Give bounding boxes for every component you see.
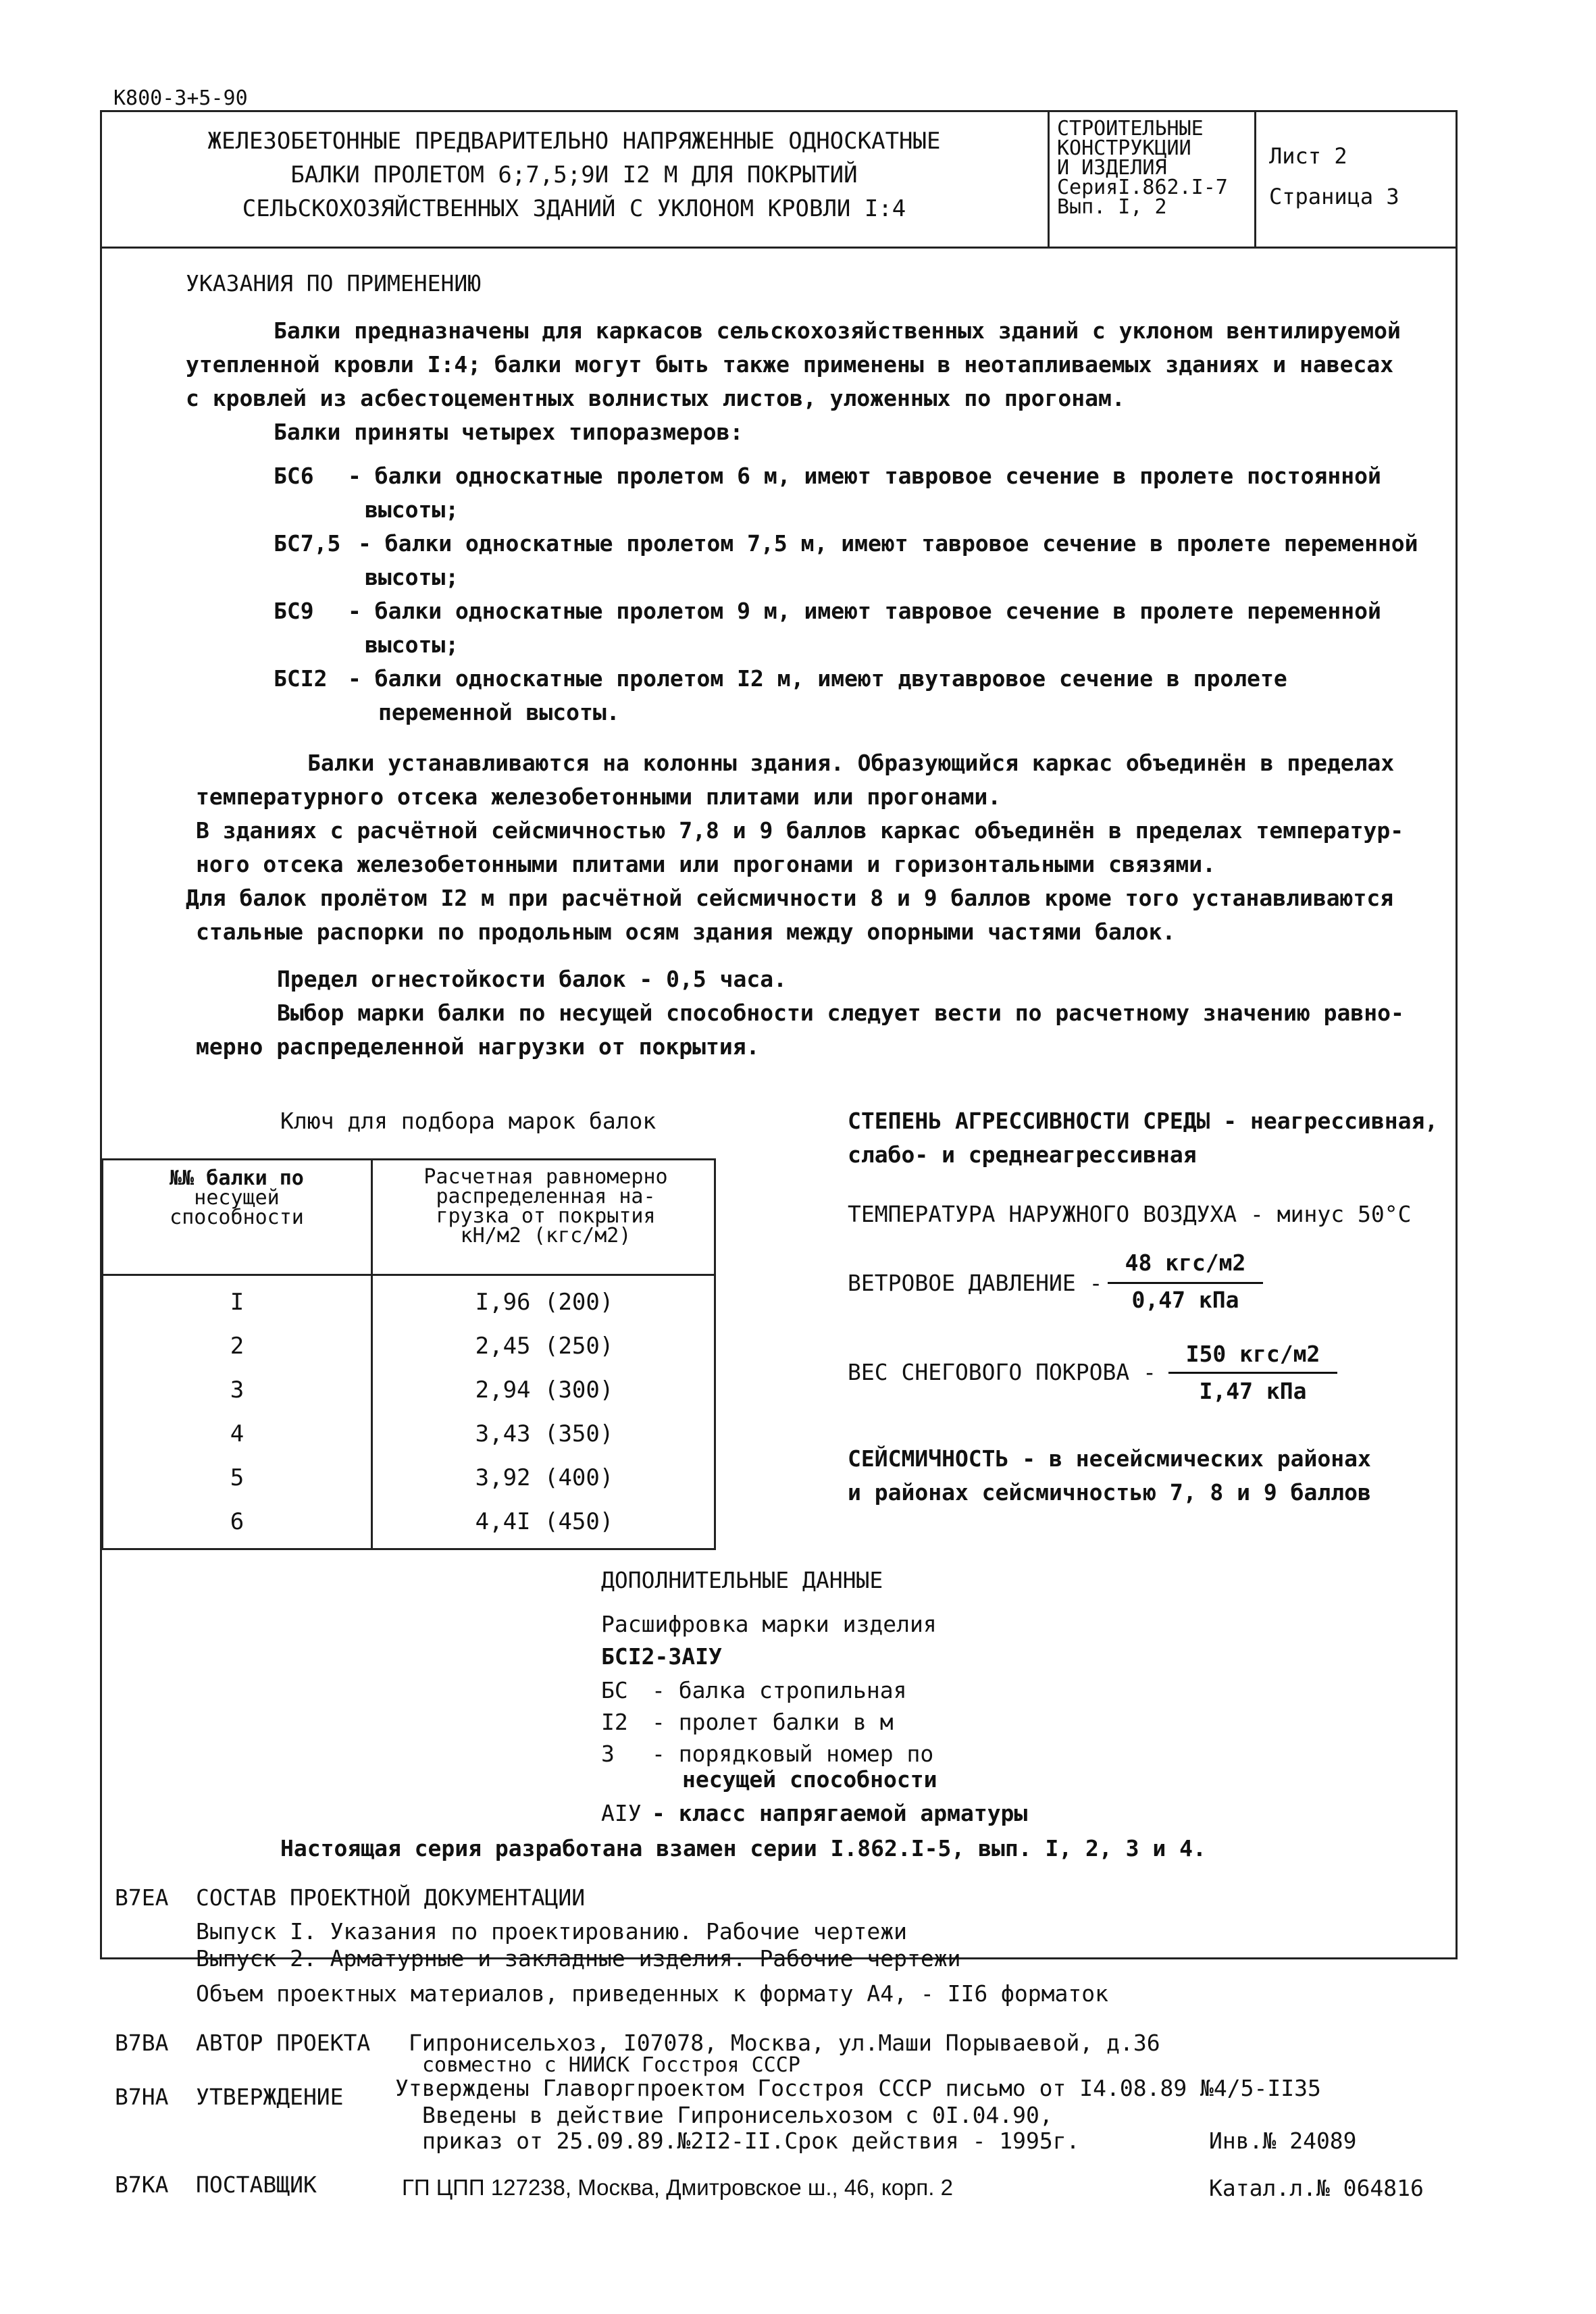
author-line: совместно с НИИСК Госстроя СССР bbox=[422, 2053, 800, 2077]
catalog-number: Катал.л.№ 064816 bbox=[1209, 2175, 1424, 2201]
paragraph-line: Балки предназначены для каркасов сельскохозяйственных зданий с уклоном вентилируемой bbox=[274, 317, 1401, 344]
paragraph-line: Балки приняты четырех типоразмеров: bbox=[274, 419, 744, 445]
document-title bbox=[102, 124, 1046, 226]
outdoor-temperature: ТЕМПЕРАТУРА НАРУЖНОГО ВОЗДУХА - минус 50°С bbox=[848, 1201, 1412, 1227]
snow-load-value: I50 кгс/м2 bbox=[1185, 1341, 1320, 1367]
table-cell: 4 bbox=[230, 1420, 244, 1447]
aggressiveness-line: слабо- и среднеагрессивная bbox=[848, 1141, 1197, 1168]
footer-code: В7НА bbox=[115, 2084, 169, 2110]
paragraph-line: мерно распределенной нагрузки от покрытия. bbox=[196, 1033, 760, 1060]
table-cell: 3,92 (400) bbox=[475, 1464, 614, 1491]
wind-pressure-value: 48 кгс/м2 bbox=[1125, 1250, 1246, 1276]
beam-type-code: БС9 bbox=[274, 598, 314, 624]
snow-load-value-kpa: I,47 кПа bbox=[1199, 1378, 1307, 1404]
sheet-number: Лист 2 bbox=[1269, 143, 1347, 169]
beam-type-desc: высоты; bbox=[365, 632, 459, 658]
table-row bbox=[103, 1289, 714, 1333]
table-cell: 2 bbox=[230, 1333, 244, 1360]
wind-pressure-label: ВЕТРОВОЕ ДАВЛЕНИЕ - bbox=[848, 1270, 1103, 1296]
title-divider bbox=[1254, 112, 1256, 247]
series-block bbox=[1057, 119, 1253, 217]
paragraph-line: стальные распорки по продольным осям здания между опорными частями балок. bbox=[196, 919, 1176, 945]
table-row bbox=[103, 1508, 714, 1553]
category-line: КОНСТРУКЦИИ bbox=[1057, 136, 1191, 160]
table-caption: Ключ для подбора марок балок bbox=[280, 1108, 657, 1134]
mark-part-code: АIУ bbox=[601, 1800, 642, 1826]
key-table bbox=[101, 1158, 716, 1550]
beam-type-desc: - балки односкатные пролетом 7,5 м, имеют тавровое сечение в пролете переменной bbox=[358, 530, 1418, 557]
beam-type-desc: высоты; bbox=[365, 564, 459, 590]
aggressiveness-line: СТЕПЕНЬ АГРЕССИВНОСТИ СРЕДЫ - неагрессивная, bbox=[848, 1108, 1439, 1134]
table-cell: I bbox=[230, 1289, 244, 1316]
mark-part-code: 3 bbox=[601, 1741, 615, 1767]
title-divider bbox=[1048, 112, 1050, 247]
header-line: распределенная на- bbox=[436, 1185, 656, 1208]
footer-label: ПОСТАВЩИК bbox=[196, 2171, 317, 2198]
mark-part-desc: - пролет балки в м bbox=[652, 1709, 894, 1735]
supplier-line: ГП ЦПП 127238, Москва, Дмитровское ш., 46, корп. 2 bbox=[402, 2175, 953, 2200]
paragraph-line: утепленной кровли I:4; балки могут быть также применены в неотапливаемых зданиях и навесах bbox=[186, 351, 1394, 378]
beam-type-desc: высоты; bbox=[365, 496, 459, 523]
volume-line: Объем проектных материалов, приведенных к формату А4, - II6 форматок bbox=[196, 1980, 1109, 2007]
footer-label: УТВЕРЖДЕНИЕ bbox=[196, 2084, 344, 2110]
title-line: СЕЛЬСКОХОЗЯЙСТВЕННЫХ ЗДАНИЙ С УКЛОНОМ КРОВЛИ I:4 bbox=[242, 195, 906, 222]
beam-type-desc: - балки односкатные пролетом 9 м, имеют тавровое сечение в пролете переменной bbox=[348, 598, 1381, 624]
footer-code: В7ВА bbox=[115, 2030, 169, 2056]
table-cell: 6 bbox=[230, 1508, 244, 1535]
series-number: СерияI.862.I-7 bbox=[1057, 176, 1228, 199]
paragraph-line: Для балок пролётом I2 м при расчётной сейсмичности 8 и 9 баллов кроме того устанавливаются bbox=[186, 885, 1394, 911]
title-block bbox=[100, 110, 1458, 249]
approval-line: приказ от 25.09.89.№2I2-II.Срок действия - 1995г. bbox=[422, 2128, 1080, 2154]
table-cell: 4,4I (450) bbox=[475, 1508, 614, 1535]
fraction-bar bbox=[1108, 1282, 1263, 1284]
header-line: грузка от покрытия bbox=[436, 1204, 656, 1228]
header-line: способности bbox=[170, 1206, 304, 1229]
wind-pressure-value-kpa: 0,47 кПа bbox=[1131, 1287, 1239, 1313]
mark-part-code: I2 bbox=[601, 1709, 628, 1735]
page-number: Страница 3 bbox=[1269, 184, 1399, 209]
section-heading: УКАЗАНИЯ ПО ПРИМЕНЕНИЮ bbox=[186, 270, 482, 297]
paragraph-line: Предел огнестойкости балок - 0,5 часа. bbox=[277, 966, 787, 992]
seismicity-line: и районах сейсмичностью 7, 8 и 9 баллов bbox=[848, 1479, 1371, 1506]
beam-type-code: БС6 bbox=[274, 463, 314, 489]
mark-part-desc: - класс напрягаемой арматуры bbox=[652, 1800, 1028, 1826]
table-row bbox=[103, 1333, 714, 1377]
table-divider bbox=[103, 1274, 714, 1276]
table-cell: 2,45 (250) bbox=[475, 1333, 614, 1360]
category-line: И ИЗДЕЛИЯ bbox=[1057, 156, 1167, 180]
table-cell: 2,94 (300) bbox=[475, 1377, 614, 1404]
frame-border bbox=[100, 247, 102, 1959]
beam-type-code: БС7,5 bbox=[274, 530, 341, 557]
header-line: Расчетная равномерно bbox=[423, 1165, 668, 1189]
additional-heading: ДОПОЛНИТЕЛЬНЫЕ ДАННЫЕ bbox=[601, 1567, 883, 1593]
footer-code: В7КА bbox=[115, 2171, 169, 2198]
fraction-bar bbox=[1168, 1372, 1337, 1374]
product-mark: БСI2-3АIУ bbox=[601, 1643, 722, 1670]
issue-number: Вып. I, 2 bbox=[1057, 195, 1167, 219]
beam-type-desc: - балки односкатные пролетом I2 м, имеют двутавровое сечение в пролете bbox=[348, 665, 1287, 692]
table-row bbox=[103, 1420, 714, 1465]
seismicity-line: СЕЙСМИЧНОСТЬ - в несейсмических районах bbox=[848, 1445, 1371, 1472]
table-header-capacity bbox=[110, 1168, 363, 1227]
table-cell: 5 bbox=[230, 1464, 244, 1491]
snow-load-label: ВЕС СНЕГОВОГО ПОКРОВА - bbox=[848, 1359, 1156, 1385]
paragraph-line: температурного отсека железобетонными плитами или прогонами. bbox=[196, 783, 1002, 810]
title-line: ЖЕЛЕЗОБЕТОННЫЕ ПРЕДВАРИТЕЛЬНО НАПРЯЖЕННЫЕ ОДНОСКАТНЫЕ bbox=[207, 128, 941, 155]
beam-type-desc: - балки односкатные пролетом 6 м, имеют тавровое сечение в пролете постоянной bbox=[348, 463, 1381, 489]
table-row bbox=[103, 1464, 714, 1509]
table-cell: 3 bbox=[230, 1377, 244, 1404]
paragraph-line: В зданиях с расчётной сейсмичностью 7,8 и 9 баллов каркас объединён в пределах температур- bbox=[196, 817, 1404, 844]
paragraph-line: с кровлей из асбестоцементных волнистых листов, уложенных по прогонам. bbox=[186, 385, 1125, 411]
issue-line: Выпуск I. Указания по проектированию. Рабочие чертежи bbox=[196, 1918, 907, 1945]
beam-type-desc: переменной высоты. bbox=[378, 699, 620, 725]
footer-label: АВТОР ПРОЕКТА bbox=[196, 2030, 371, 2056]
header-line: несущей bbox=[194, 1186, 280, 1210]
header-line: кН/м2 (кгс/м2) bbox=[460, 1224, 632, 1248]
mark-part-code: БС bbox=[601, 1677, 628, 1703]
beam-type-code: БСI2 bbox=[274, 665, 328, 692]
frame-border bbox=[1456, 247, 1458, 1959]
footer-label: СОСТАВ ПРОЕКТНОЙ ДОКУМЕНТАЦИИ bbox=[196, 1884, 586, 1911]
header-line: №№ балки по bbox=[170, 1166, 304, 1190]
category-line: СТРОИТЕЛЬНЫЕ bbox=[1057, 117, 1204, 140]
table-header-load bbox=[380, 1165, 711, 1248]
title-line: БАЛКИ ПРОЛЕТОМ 6;7,5;9И I2 М ДЛЯ ПОКРЫТИЙ bbox=[290, 161, 858, 188]
mark-part-desc: несущей способности bbox=[682, 1766, 937, 1793]
approval-line: Введены в действие Гипронисельхозом с 0I.04.90, bbox=[422, 2102, 1053, 2128]
decode-label: Расшифровка марки изделия bbox=[601, 1611, 937, 1637]
table-row bbox=[103, 1377, 714, 1421]
paragraph-line: Выбор марки балки по несущей способности следует вести по расчетному значению равно- bbox=[277, 1000, 1404, 1026]
table-cell: 3,43 (350) bbox=[475, 1420, 614, 1447]
sheet-block bbox=[1269, 136, 1399, 217]
approval-line: Утверждены Главоргпроектом Госстроя СССР письмо от I4.08.89 №4/5-II35 bbox=[395, 2075, 1321, 2101]
table-cell: I,96 (200) bbox=[475, 1289, 614, 1316]
document-code: K800-3+5-90 bbox=[113, 86, 248, 110]
paragraph-line: ного отсека железобетонными плитами или прогонами и горизонтальными связями. bbox=[196, 851, 1216, 877]
mark-part-desc: - порядковый номер по bbox=[652, 1741, 934, 1767]
replacement-note: Настоящая серия разработана взамен серии I.862.I-5, вып. I, 2, 3 и 4. bbox=[280, 1835, 1206, 1861]
footer-code: В7ЕА bbox=[115, 1884, 169, 1911]
inventory-number: Инв.№ 24089 bbox=[1209, 2128, 1357, 2154]
mark-part-desc: - балка стропильная bbox=[652, 1677, 907, 1703]
author-line: Гипронисельхоз, I07078, Москва, ул.Маши Порываевой, д.36 bbox=[409, 2030, 1160, 2056]
issue-line: Выпуск 2. Арматурные и закладные изделия. Рабочие чертежи bbox=[196, 1945, 961, 1972]
paragraph-line: Балки устанавливаются на колонны здания. Образующийся каркас объединён в пределах bbox=[307, 750, 1395, 776]
